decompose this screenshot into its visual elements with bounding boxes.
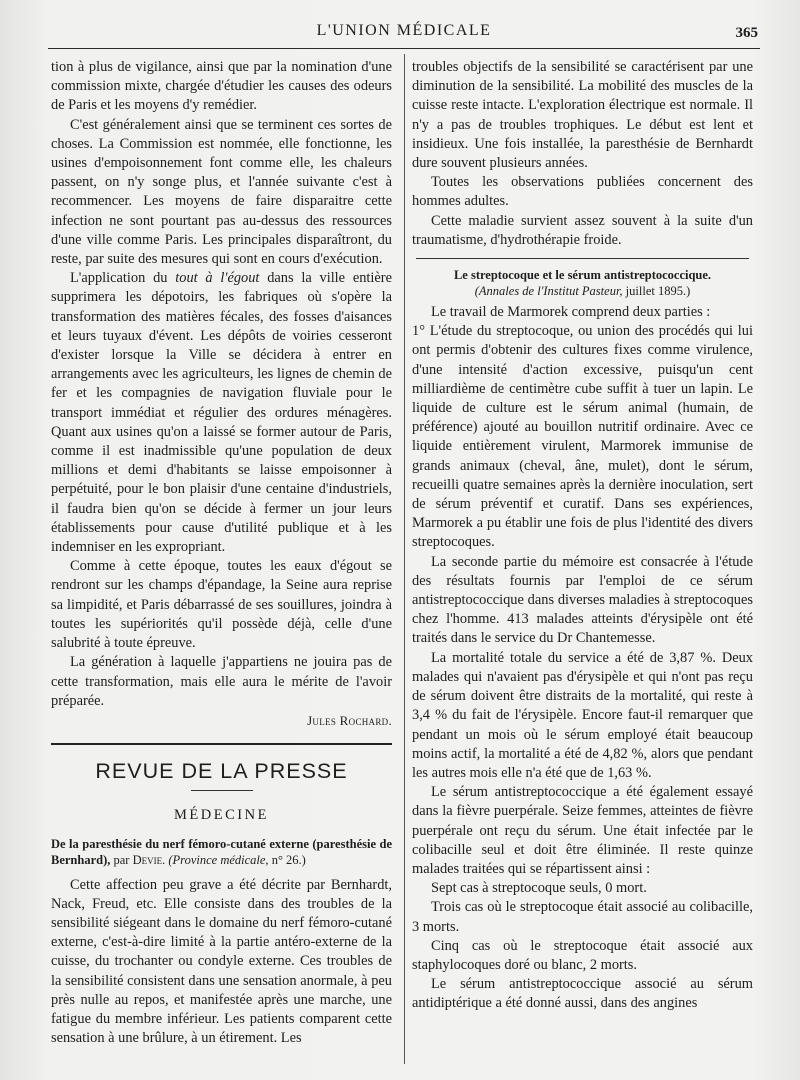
signature-name: Jules Rochard. <box>307 712 392 728</box>
paragraph <box>51 269 392 557</box>
italic-phrase: tout à l'égout <box>175 270 260 287</box>
paragraph: La mortalité totale du service a été de 3,87 %. Deux malades qui n'avaient pas d'érysipèle et qui n'ont pas reçu de sérum doivent être distraits de la mortalité, qui reste à 3,4 % du fait de l'érysipèle. Encore faut-il remarquer que pendant un mois où le sérum employé était beaucoup moins actif, la mortalité a été de 4,82 %, alors que pendant les autres mois elle n'a été que de 1,63 %. <box>412 649 753 781</box>
left-column <box>51 58 392 1048</box>
running-title: L'UNION MÉDICALE <box>316 22 492 39</box>
article-source: (Province médicale, <box>168 852 269 867</box>
paragraph: Le sérum antistreptococcique associé au sérum antidiptérique a été donné aussi, dans des angines <box>412 976 753 1012</box>
subsection-heading: MÉDECINE <box>174 807 269 824</box>
section-heading: REVUE DE LA PRESSE <box>95 759 348 784</box>
article-source <box>412 283 753 299</box>
short-divider <box>191 790 253 791</box>
author-signature <box>51 711 392 731</box>
paragraph: 1° L'étude du streptocoque, ou union des procédés qui lui ont permis d'obtenir des cultures fixes comme virulence, d'une intensité d'action excessive, puisqu'un cent milliardième de centimètre cube suffit à tuer un lapin. Le liquide de culture est le sérum animal (humain, de préférence) ajouté au bouillon nutritif ordinaire. Avec ce liquide entièrement virulent, Marmorek immunise de grands animaux (cheval, âne, mulet), dont le sérum, recueilli quatre semaines après la dernière inoculation, sert de sérum préventif et curatif. Dans ses expériences, Marmorek a pu établir une fois de plus l'identité des divers streptocoques. <box>412 323 753 551</box>
page-number: 365 <box>735 25 758 41</box>
paragraph: Sept cas à streptocoque seuls, 0 mort. <box>431 880 647 897</box>
paragraph: Cinq cas où le streptocoque était associé aux staphylocoques doré ou blanc, 2 morts. <box>412 937 753 973</box>
article-title: De la paresthésie du nerf fémoro-cutané externe (paresthésie de Bernhard), <box>51 836 392 867</box>
paragraph: Cette affection peu grave a été décrite par Bernhardt, Nack, Freud, etc. Elle consiste dans des troubles de la sensibilité siégeant dans le domaine du nerf fémoro-cutané externe, c'est-à-dire limité à la partie antéro-externe de la cuisse, du trochanter ou condyle externe. Ces troubles de la sensibilité consistent dans une sensation anormale, à peu près nulle au repos, et manifestée après une marche, une fatigue du membre inférieur. Les patients comparent cette sensation à une brûlure, à un étirement. Les <box>51 876 392 1047</box>
column-divider <box>404 54 405 1064</box>
paragraph: Trois cas où le streptocoque était associé au colibacille, 3 morts. <box>412 899 753 935</box>
paragraph: Le travail de Marmorek comprend deux parties : <box>431 304 711 321</box>
text-run: par <box>110 852 133 867</box>
paragraph: La génération à laquelle j'appartiens ne jouira pas de cette transformation, mais elle aura le mérite de l'avoir préparée. <box>51 654 392 709</box>
paragraph: Comme à cette époque, toutes les eaux d'égout se rendront sur les champs d'épandage, la Seine aura reprise sa limpidité, et Paris débarrassé de ses souillures, joindra à toutes les supériorités qu'il possède déjà, celle d'une salubrité à toute épreuve. <box>51 558 392 652</box>
article-author: Devie. <box>132 852 166 867</box>
paragraph: tion à plus de vigilance, ainsi que par la nomination d'une commission mixte, chargée d'étudier les causes des odeurs de Paris et les moyens d'y remédier. <box>51 59 392 114</box>
article-title: Le streptocoque et le sérum antistreptococcique. <box>453 268 712 283</box>
text-run: L'application du <box>70 270 176 287</box>
publication-date: juillet 1895.) <box>622 284 691 299</box>
article-separator <box>416 258 749 259</box>
paragraph: La seconde partie du mémoire est consacrée à l'étude des résultats fournis par l'emploi de ce sérum antistreptococcique dans diverses maladies à streptocoques chez l'homme. 413 malades atteints d'érysipèle ont été traités dans le service du Dr Chantemesse. <box>412 553 753 647</box>
paragraph: Cette maladie survient assez souvent à la suite d'un traumatisme, d'hydrothérapie froide. <box>412 212 753 248</box>
right-column <box>412 58 753 1014</box>
journal-name: (Annales de l'Institut Pasteur, <box>474 284 623 299</box>
text-run: dans la ville entière supprimera les dépotoirs, les fabriques où s'opère la transformation des matières fécales, des fosses d'aisances et leurs tuyaux d'évent. Les dépôts de voiries cesseront d'exister lorsque la Ville se décidera à entrer en arrangements avec les agriculteurs, les lignes de chemin de fer et les compagnies de navigation fluviale pour le transport immédiat et régulier des ordures ménagères. Quant aux usines qu'on a laissé se former autour de Paris, comme il est inadmissible qu'une population de deux millions et demi d'habitants se laisse empoisonner à perpétuité, pour le bon plaisir d'une centaine d'industriels, il faudra bien qu'on se décide à fermer un jour leurs établissements pour cause d'utilité publique et à les indemniser en les expropriant. <box>51 270 392 556</box>
paragraph: troubles objectifs de la sensibilité se caractérisent par une diminution de la sensibilité. La mobilité des muscles de la cuisse reste intacte. L'exploration électrique est normale. Il n'y a pas de troubles trophiques. Le début est lent et insidieux. Une fois installée, la paresthésie de Bernhardt dure souvent plusieurs années. <box>412 59 753 172</box>
paragraph: Toutes les observations publiées concernent des hommes adultes. <box>412 174 753 210</box>
article-heading <box>51 836 392 868</box>
article-number: n° 26.) <box>268 852 306 867</box>
section-rule <box>51 743 392 745</box>
running-header <box>48 18 760 49</box>
paragraph: Le sérum antistreptococcique a été également essayé dans la fièvre puerpérale. Seize femmes, atteintes de fièvre puerpérale ont reçu du sérum. Une était infectée par le colibacille seul et doit être éliminée. Il reste quinze malades traitées qui se répartissent ainsi : <box>412 784 753 877</box>
paragraph: C'est généralement ainsi que se terminent ces sortes de choses. La Commission est nommée, elle fonctionne, les usines d'empoisonnement font comme elle, les chaleurs passent, on n'y songe plus, et l'année suivante c'est à recommencer. Les moyens de faire disparaitre cette infection ne sont pourtant pas au-dessus des ressources d'une ville comme Paris. Les principales disparaîtront, du reste, par suite des mesures qui sont en cours d'exécution. <box>51 116 392 268</box>
